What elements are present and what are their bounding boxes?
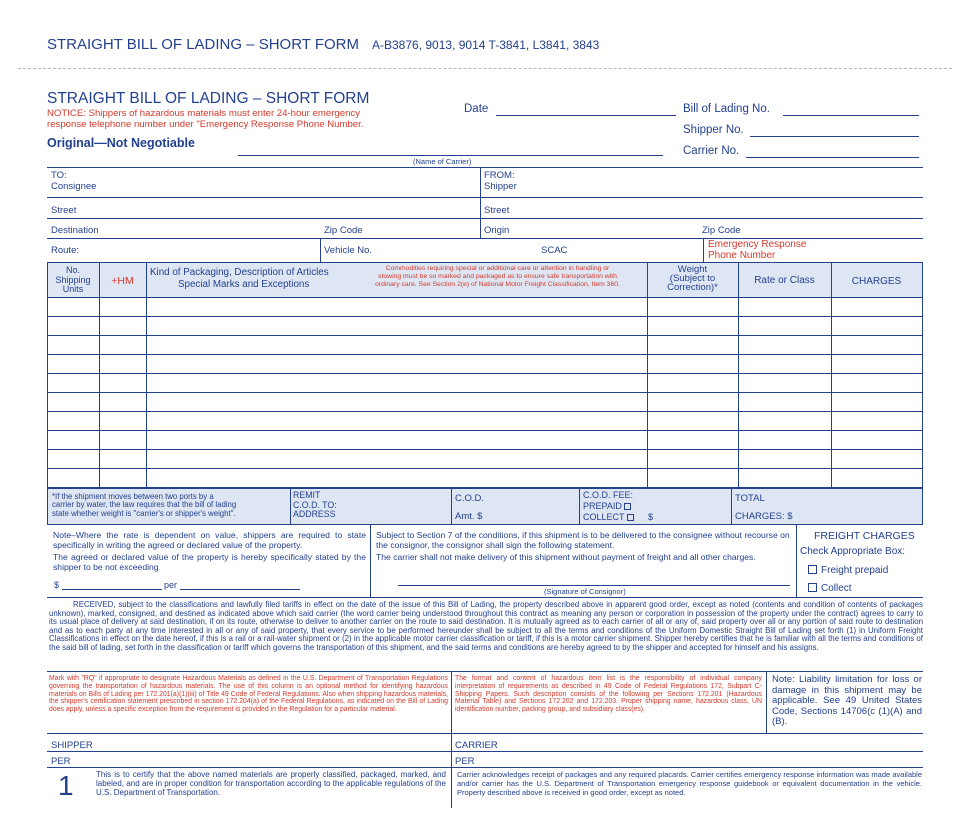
consignor-signature-line[interactable] bbox=[398, 585, 790, 586]
origin-zip-label[interactable]: Zip Code bbox=[702, 225, 741, 236]
shipper-no-line[interactable] bbox=[750, 136, 919, 137]
stub-codes: A-B3876, 9013, 9014 T-3841, L3841, 3843 bbox=[372, 38, 600, 52]
declared-dollar: $ bbox=[54, 580, 60, 590]
shipper-no-label: Shipper No. bbox=[683, 124, 744, 136]
check-box-instruction: Check Appropriate Box: bbox=[800, 546, 906, 557]
col-weight-header: Weight (Subject to Correction)* bbox=[667, 264, 718, 293]
carrier-name-caption: (Name of Carrier) bbox=[413, 157, 472, 166]
col-special-marks-header: Special Marks and Exceptions bbox=[178, 279, 310, 290]
cod-prepaid-option[interactable]: PREPAID bbox=[583, 502, 631, 511]
ports-note: *If the shipment moves between two ports by a carrier by water, the law requires that the bill of lading state whether weight is "carrier's or shipper's weight". bbox=[52, 492, 237, 518]
table-row[interactable] bbox=[47, 373, 923, 374]
shipper-label[interactable]: Shipper bbox=[484, 181, 517, 192]
consignee-street-label[interactable]: Street bbox=[51, 205, 77, 216]
perforation-line bbox=[18, 68, 952, 69]
carrier-no-label: Carrier No. bbox=[683, 145, 740, 157]
date-field-line[interactable] bbox=[496, 115, 676, 116]
original-not-negotiable: Original—Not Negotiable bbox=[47, 136, 195, 150]
hazmat-rq-note: Mark with "RQ" if appropriate to designate Hazardous Materials as defined in the U.S. Department of Transportation Regulations governing the transportation of hazardous materials. The use of this column is an optional method for identifying hazardous materials on Bills of Lading per 172.201(a)(1)(iii) of Title 49 Code of Federal Regulations. Also when shipping hazardous materials, the shipper's certification statement prescribed in section 172.204(a) of the Federal Regulations, as indicated on the Bill of Lading does apply, unless a specific exception from the requirement is provided in the Regulation for a particular material. bbox=[49, 675, 448, 714]
carrier-delivery-text: The carrier shall not make delivery of this shipment without payment of freight and all other charges. bbox=[376, 552, 756, 562]
carrier-no-line[interactable] bbox=[746, 157, 919, 158]
carrier-per-label[interactable]: PER bbox=[455, 756, 475, 767]
table-row[interactable] bbox=[47, 335, 923, 336]
consignee-label[interactable]: Consignee bbox=[51, 181, 97, 192]
copy-number: 1 bbox=[58, 770, 74, 801]
consignor-signature-caption: (Signature of Consignor) bbox=[544, 587, 626, 596]
col-charges-header: CHARGES bbox=[851, 276, 902, 287]
origin-label[interactable]: Origin bbox=[484, 225, 510, 236]
date-label: Date bbox=[464, 103, 489, 115]
form-title: STRAIGHT BILL OF LADING – SHORT FORM bbox=[47, 90, 370, 107]
emergency-response-label[interactable]: Emergency Response bbox=[708, 239, 807, 250]
col-rate-header: Rate or Class bbox=[754, 275, 815, 286]
carrier-signature-label[interactable]: CARRIER bbox=[455, 740, 498, 751]
section7-text: Subject to Section 7 of the conditions, if this shipment is to be delivered to the consignee without recourse on the consignor, the consignor shall sign the following statement. bbox=[376, 530, 790, 550]
emergency-phone-label[interactable]: Phone Number bbox=[708, 250, 776, 261]
shipper-signature-label[interactable]: SHIPPER bbox=[51, 740, 93, 751]
bill-of-lading-label: Bill of Lading No. bbox=[683, 103, 770, 115]
declared-per-line[interactable] bbox=[180, 589, 300, 590]
notice-line-2: response telephone number under "Emergency Response Phone Number. bbox=[47, 119, 364, 130]
declared-per: per bbox=[164, 580, 178, 590]
cod-fee-label: C.O.D. FEE: bbox=[583, 490, 634, 500]
cod-collect-option[interactable]: COLLECT bbox=[583, 513, 634, 522]
notice-line-1: NOTICE: Shippers of hazardous materials must enter 24-hour emergency bbox=[47, 108, 361, 119]
col-description-header: Kind of Packaging, Description of Articles bbox=[150, 267, 329, 278]
carrier-acknowledgement: Carrier acknowledges receipt of packages and any required placards. Carrier certifies emergency response information was made available and/or carrier has the U.S. Department of Transportation emergency response guidebook or equivalent documentation in the vehicle. Property described above is received in good order, except as noted. bbox=[457, 770, 922, 797]
table-row[interactable] bbox=[47, 430, 923, 431]
declared-value-note: Note–Where the rate is dependent on value, shippers are required to state specifically in writing the agreed or declared value of the property. bbox=[53, 530, 366, 550]
cod-prepaid-checkbox[interactable] bbox=[624, 503, 631, 510]
declared-amount-line[interactable] bbox=[62, 589, 162, 590]
table-row[interactable] bbox=[47, 354, 923, 355]
col-shipping-units-header: No. Shipping Units bbox=[55, 265, 91, 294]
freight-charges-title: FREIGHT CHARGES bbox=[814, 530, 915, 542]
total-label: TOTAL bbox=[735, 493, 765, 504]
table-row[interactable] bbox=[47, 468, 923, 469]
destination-label[interactable]: Destination bbox=[51, 225, 99, 236]
table-row[interactable] bbox=[47, 411, 923, 412]
vehicle-no-label[interactable]: Vehicle No. bbox=[324, 245, 373, 256]
destination-zip-label[interactable]: Zip Code bbox=[324, 225, 363, 236]
cod-fee-dollar: $ bbox=[648, 512, 654, 522]
declared-value-agreed: The agreed or declared value of the property is hereby specifically stated by the shipper to be not exceeding bbox=[53, 552, 366, 572]
table-row[interactable] bbox=[47, 392, 923, 393]
to-label: TO: bbox=[51, 170, 67, 181]
scac-label[interactable]: SCAC bbox=[541, 245, 568, 256]
route-label[interactable]: Route: bbox=[51, 245, 79, 256]
cod-label: C.O.D. bbox=[455, 493, 485, 504]
freight-prepaid-option[interactable]: Freight prepaid bbox=[808, 565, 888, 576]
shipper-per-label[interactable]: PER bbox=[51, 756, 71, 767]
col-hm-header: +HM bbox=[111, 275, 134, 287]
cod-amount-label[interactable]: Amt. $ bbox=[455, 511, 483, 522]
shipper-certification: This is to certify that the above named materials are properly classified, packaged, marked, and labeled, and are in proper condition for transportation according to the applicable regulations of the U.S. Department of Transportation. bbox=[96, 770, 446, 797]
from-label: FROM: bbox=[484, 170, 515, 181]
freight-prepaid-checkbox[interactable] bbox=[808, 565, 817, 574]
freight-collect-checkbox[interactable] bbox=[808, 583, 817, 592]
freight-collect-option[interactable]: Collect bbox=[808, 583, 852, 594]
cod-collect-checkbox[interactable] bbox=[627, 514, 634, 521]
remit-cod-address[interactable]: REMIT C.O.D. TO: ADDRESS bbox=[293, 490, 337, 519]
bill-of-lading-line[interactable] bbox=[783, 115, 919, 116]
liability-note: Note: Liability limitation for loss or damage in this shipment may be applicable. See 49 United States Code, Sections 14706(c (1)(A) and (B). bbox=[772, 674, 922, 728]
shipper-street-label[interactable]: Street bbox=[484, 205, 510, 216]
table-row[interactable] bbox=[47, 449, 923, 450]
commodities-note: Commodities requiring special or additional care or attention in handling or stowing must be so marked and packaged as to ensure safe transportation with ordinary care. See Section 2(e) of National Motor Freight Classification, Item 360. bbox=[375, 265, 620, 288]
hazmat-format-note: The format and content of hazardous item list is the responsibility of individual company interpretation of requirements as described in 49 Code of Federal Regulations 172, Subpart C-Shipping Papers. Such description consists of the following per Sections 172.201 (Hazardous Material Table) and Sections 172.202 and 172.203. Proper shipping name, hazardous class, UN identification number, packing group, and subsidiary class(es). bbox=[455, 675, 762, 714]
received-terms: RECEIVED, subject to the classifications and lawfully filed tariffs in effect on the date of the issue of this Bill of Lading, the property described above in apparent good order, except as noted (contents and condition of contents of packages unknown), marked, consigned, and destined as indicated above which said carrier (the word carrier being understood throughout this contract as meaning any person or corporation in possession of the property under the contract) agrees to carry to its usual place of delivery at said destination, if on its route, otherwise to deliver to another carrier on the route to said destination. It is mutually agreed as to each carrier of all or any of, said property over all or any portion of said route to destination and as to each party at any time interested in all or any of said property, that every service to be performed hereunder shall be subject to all the terms and conditions of the Uniform Domestic Straight Bill of Lading set forth (1) in Uniform Freight Classifications in effect on the date hereof, if this is a rail or a rail-water shipment or (2) in the applicable motor carrier classification or tariff, if this is a motor carrier shipment. Shipper hereby certifies that he is familiar with all the terms and conditions of the said bill of lading, set forth in the classification or tariff which governs the transportation of this shipment, and the said terms and conditions are hereby agreed to by the shipper and accepted for himself and his assigns. bbox=[49, 600, 923, 652]
stub-title: STRAIGHT BILL OF LADING – SHORT FORM bbox=[47, 36, 360, 53]
table-row[interactable] bbox=[47, 316, 923, 317]
carrier-name-line bbox=[238, 155, 663, 156]
total-charges-label[interactable]: CHARGES: $ bbox=[735, 511, 793, 522]
